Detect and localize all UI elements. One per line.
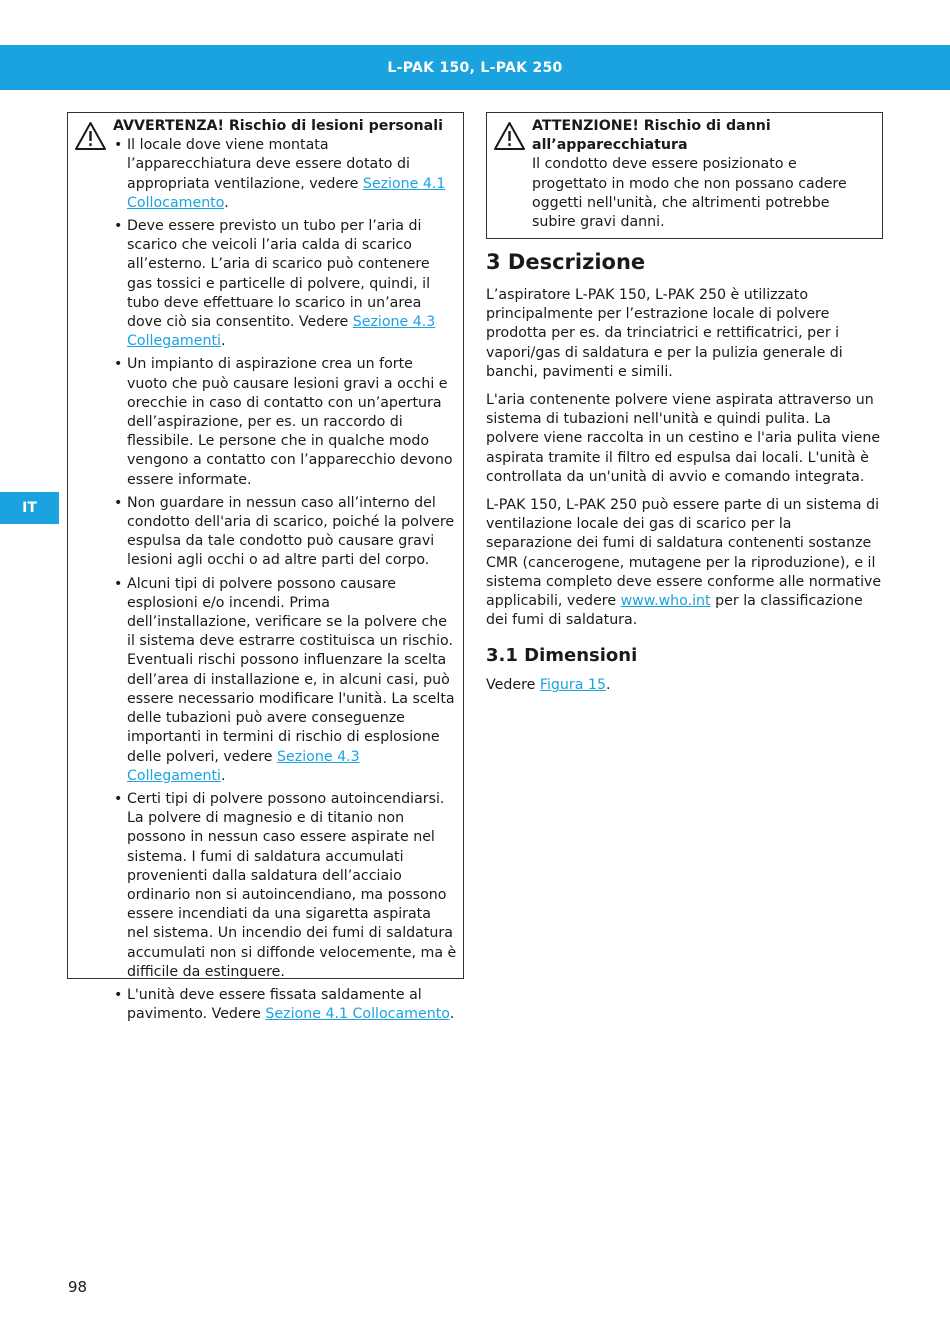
paragraph-text: L-PAK 150, L-PAK 250 può essere parte di un sistema di ventilazione locale dei gas di scarico per la separazione dei fumi di saldatura contenenti sostanze CMR (cancerogene, mutagene per la riproduzione), e il sistema completo deve essere conforme alle normative applicabili, vedere xyxy=(486,497,882,610)
warning-item xyxy=(113,136,457,213)
figure-link[interactable]: Figura 15 xyxy=(539,677,606,694)
paragraph xyxy=(486,676,882,695)
paragraph: L'aria contenente polvere viene aspirata attraverso un sistema di tubazioni nell'unità e quindi pulita. La polvere viene raccolta in un cestino e l'aria pulita viene aspirata tramite il filtro ed espulsa dai locali. L'unità è controllata da un'unità di avvio e comando integrata. xyxy=(486,392,881,485)
warning-item xyxy=(113,217,457,351)
paragraph: L’aspiratore L-PAK 150, L-PAK 250 è utilizzato principalmente per l’estrazione locale di polvere prodotta per es. da trinciatrici e rettificatrici, per i vapori/gas di saldatura e per la pulizia generale di banchi, pavimenti e simili. xyxy=(486,287,843,380)
paragraph-text: . xyxy=(606,677,611,694)
warning-item xyxy=(113,494,457,571)
language-tab xyxy=(0,492,59,524)
warning-box-equipment-damage xyxy=(486,112,883,239)
warning-item xyxy=(113,355,457,489)
warning-body: Il condotto deve essere posizionato e progettato in modo che non possano cadere oggetti nell'unità, che altrimenti potrebbe subire gravi danni. xyxy=(532,156,847,231)
item-punct: . xyxy=(224,194,229,211)
section-heading: 3 Descrizione xyxy=(486,250,646,274)
warning-title: ATTENZIONE! Rischio di danni all’apparecchiatura xyxy=(532,118,771,154)
item-text: Il locale dove viene montata l’apparecchiatura deve essere dotato di appropriata ventilazione, vedere xyxy=(127,137,410,192)
item-text: Alcuni tipi di polvere possono causare esplosioni e/o incendi. Prima dell’installazione, verificare se la polvere che il sistema deve estrarre costituisca un rischio. Eventuali rischi possono influenzare la scelta dell’area di installazione e, in alcuni casi, può essere necessario modificare l'unità. La scelta delle tubazioni può avere conseguenze importanti in termini di rischio di esplosione delle polveri, vedere xyxy=(127,575,455,765)
warning-item xyxy=(113,986,457,1024)
item-text: L'unità deve essere fissata saldamente al pavimento. Vedere xyxy=(127,986,422,1023)
paragraph-text: Vedere xyxy=(486,677,540,694)
item-text: Certi tipi di polvere possono autoincendiarsi. La polvere di magnesio e di titanio non possono in nessun caso essere aspirate nel sistema. I fumi di saldatura accumulati provenienti dalla saldatura dell’acciaio ordinario non si autoincendiano, ma possono essere incendiati da una sigaretta aspirata nel sistema. Un incendio dei fumi di saldatura accumulati non si diffonde velocemente, ma è difficile da estinguere. xyxy=(127,790,457,980)
warning-triangle-icon xyxy=(74,121,107,151)
page-number: 98 xyxy=(68,1278,88,1296)
section-link[interactable]: Sezione 4.3 Collegamenti xyxy=(127,748,360,784)
item-punct: . xyxy=(449,1006,455,1023)
warning-title: AVVERTENZA! Rischio di lesioni personali xyxy=(113,118,443,134)
section-link[interactable]: Sezione 4.3 Collegamenti xyxy=(127,314,436,350)
section-link[interactable]: Sezione 4.1 Collocamento xyxy=(265,1006,450,1023)
paragraph xyxy=(486,496,882,630)
item-text: Non guardare in nessun caso all’interno del condotto dell'aria di scarico, poiché la polvere espulsa da tale condotto può causare gravi lesioni agli occhi o ad altre parti del corpo. xyxy=(127,494,455,569)
warning-list xyxy=(113,136,457,1024)
item-text: Un impianto di aspirazione crea un forte vuoto che può causare lesioni gravi a occhi e orecchie in caso di contatto con un’apertura dell’aspirazione, per es. un raccordo di flessibile. Le persone che in qualche modo vengono a contatto con l’apparecchio devono essere informate. xyxy=(127,356,453,488)
paragraph-text: per la classificazione dei fumi di saldatura. xyxy=(486,593,863,629)
item-text: Deve essere previsto un tubo per l’aria di scarico che veicoli l’aria calda di scarico all’esterno. L’aria di scarico può contenere gas tossici e particelle di polvere, quindi, il tubo deve effettuare lo scarico in un’area dove ciò sia consentito. Vedere xyxy=(127,218,431,331)
item-punct: . xyxy=(220,333,226,350)
document-header xyxy=(0,45,950,90)
warning-box-personal-injury xyxy=(67,112,464,1023)
warning-item xyxy=(113,790,457,982)
section-link[interactable]: Sezione 4.1 Collocamento xyxy=(127,175,446,211)
header-title: L-PAK 150, L-PAK 250 xyxy=(387,59,563,76)
subsection-heading: 3.1 Dimensioni xyxy=(486,645,638,667)
description-section xyxy=(486,246,882,705)
warning-item xyxy=(113,575,457,786)
warning-triangle-icon xyxy=(493,121,526,151)
language-label: IT xyxy=(22,500,37,516)
who-link[interactable]: www.who.int xyxy=(620,593,711,610)
item-punct: . xyxy=(220,767,226,784)
